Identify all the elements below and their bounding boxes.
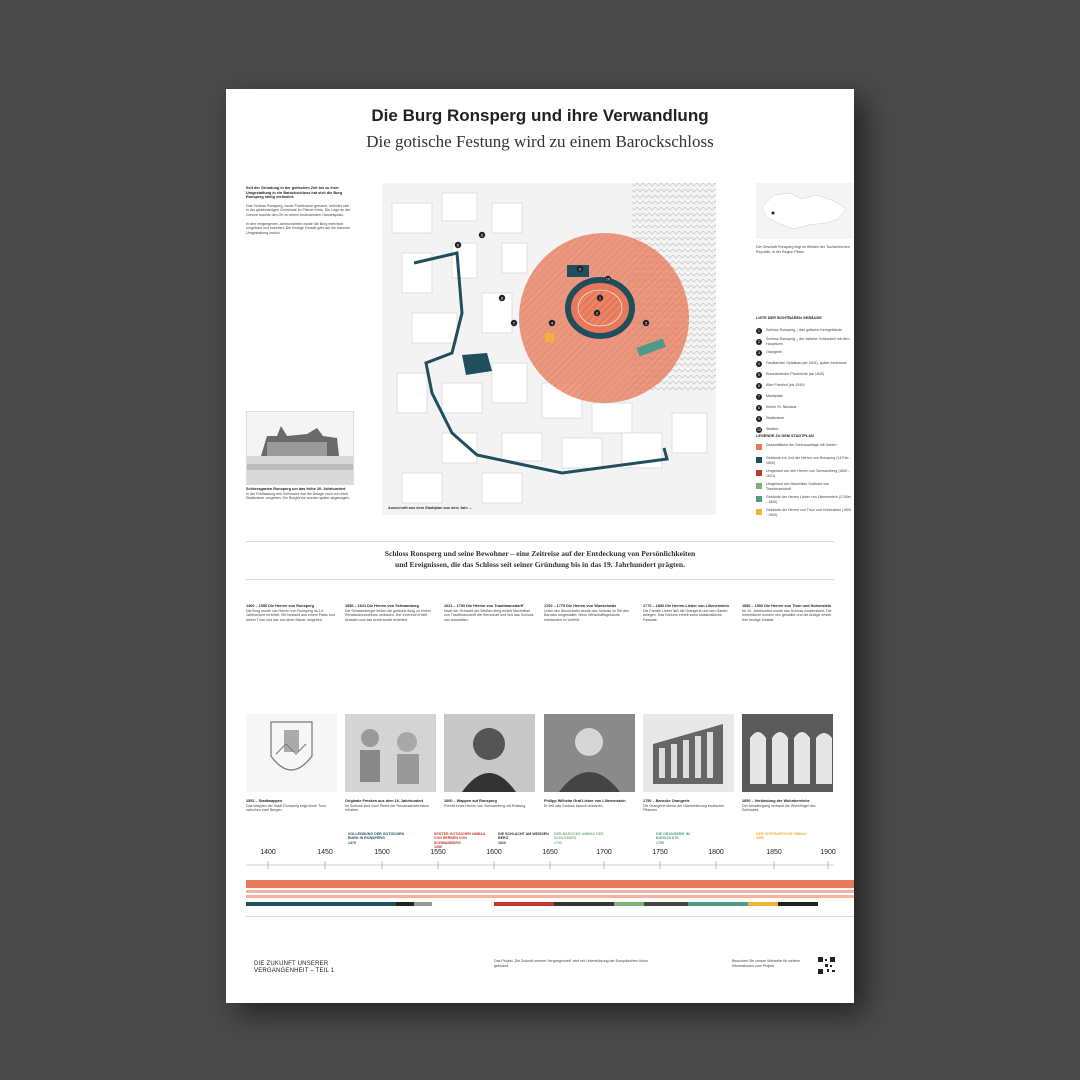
qr-code-icon[interactable] [818, 957, 835, 974]
legend-label: Stadttor [766, 427, 779, 432]
timeline-event-label: DIE ORANGERIE IM BAROCKSTIL [656, 832, 690, 841]
year-label: 1400 [260, 849, 276, 856]
photo-caption-text: Das Wappen der Stadt Ronsperg zeigt einen Turm zwischen zwei Bergen. [246, 803, 327, 813]
timeline-event-label: VOLLENDUNG DER GOTISCHEN BURG IN RONSPERG [348, 832, 405, 841]
series-line-2: VERGANGENHEIT – TEIL 1 [254, 968, 335, 975]
text-column [444, 604, 535, 622]
year-label: 1700 [596, 849, 612, 856]
legend-label: Klassizistische Pfarrkirche (ab 1840) [766, 372, 825, 377]
column-heading: 1556 – 1621 Die Herren von Schwamberg [345, 604, 419, 608]
legend-label: Fasilitanden Spitalbau (ab 1604), später Amtshaus [766, 361, 847, 366]
color-swatch [756, 470, 762, 476]
photo-caption-text: Im Schloss sind noch Reste der Renaissancefresken erhalten. [345, 803, 430, 813]
legend-label: Gebäude der Herren Lieber von Lilienenstein (1700er - 1800) [766, 495, 852, 504]
svg-text:7: 7 [512, 320, 516, 326]
legend-buildings [756, 325, 853, 435]
text-column [742, 604, 833, 622]
legend-item [756, 508, 853, 521]
legend-label: Umgebaut von den Herren von Schwamberg (1600 - 1621) [766, 469, 850, 478]
photo-caption-title: Philipp Wilhelm Graf Lieber von Lilienenstein [544, 799, 626, 803]
timeline-event-label: DIE SCHLACHT AM WEISSEN BERG [498, 832, 549, 841]
section-intro-line-1: Schloss Ronsperg und seine Bewohner – eine Zeitreise auf der Entdeckung von Persönlichkeiten [384, 549, 696, 558]
year-label: 1650 [542, 849, 558, 856]
color-swatch [756, 444, 762, 450]
photo-caption-text: Die Orangerie diente der Überwinterung exotischer Pflanzen. [643, 803, 725, 813]
svg-text:4: 4 [550, 320, 554, 326]
series-line-1: DIE ZUKUNFT UNSERER [254, 961, 329, 967]
timeline-event-year: 1620 [498, 840, 506, 845]
text-column [544, 604, 635, 622]
fresco-image [345, 714, 436, 792]
photo-caption-title: 1850 – Verbindung der Wohnbereiche [742, 799, 810, 803]
year-label: 1600 [486, 849, 502, 856]
number-marker-icon: 3 [756, 350, 762, 356]
orangerie-image [643, 714, 734, 792]
legend-label: Gesamtfläche der Schlossanlage mit Garten [766, 443, 837, 447]
text-column [246, 604, 337, 622]
svg-text:6: 6 [480, 232, 484, 238]
photo-caption-text: Porträt eines Herren von Schwamberg mit Rüstung. [444, 803, 527, 808]
portrait-image [444, 714, 535, 792]
photo-caption [544, 799, 635, 808]
section-intro [336, 548, 744, 570]
number-marker-icon: 6 [756, 383, 762, 389]
svg-text:3: 3 [644, 320, 648, 326]
legend-label: Schloss Ronsperg – der östliche Schlossteil mit dem Hauptturm [766, 336, 850, 346]
divider [246, 579, 834, 580]
timeline-event [554, 832, 610, 845]
legend-item [756, 413, 853, 424]
minimap-caption: Die Ortschaft Ronsperg liegt im Westen der Tschechischen Republik, in der Region Pilsen. [756, 245, 850, 254]
poster [226, 89, 854, 1003]
number-marker-icon: 5 [756, 372, 762, 378]
timeline-event-year: 1470 [348, 840, 356, 845]
svg-text:1: 1 [598, 295, 602, 301]
column-heading: 1621 – 1700 Die Herren von Trauttmansdorff [444, 604, 524, 608]
photo-caption [246, 799, 337, 813]
legend-item [756, 325, 853, 336]
intro-lead: Seit der Gründung in der gotischen Zeit bis zu ihrer Umgestaltung in ein Barockschloss hat sich die Burg Ronsperg stetig verändert. [246, 186, 343, 200]
legend-item [756, 347, 853, 358]
legend-label: Kirche St. Nikolaus [766, 405, 797, 410]
photo-caption-title: 1750 – Barocke Orangerie [643, 799, 690, 803]
photo-caption-text: Er ließ das Schloss barock umbauen. [544, 803, 604, 808]
year-label: 1450 [317, 849, 333, 856]
color-swatch [756, 457, 762, 463]
divider [246, 541, 834, 542]
photo-caption-title: 1600 – Wappen auf Ronsperg [444, 799, 497, 803]
svg-text:10: 10 [605, 276, 611, 282]
color-swatch [756, 483, 762, 489]
text-column [345, 604, 436, 622]
legend-plan [756, 443, 853, 521]
country-minimap [756, 183, 853, 239]
column-text: Die Familie Lieber ließ die Orangerie und den Garten anlegen. Das Schloss erhielt seine klassizistische Fassade. [643, 608, 728, 622]
town-map [382, 183, 716, 515]
column-heading: 1770 – 1850 Die Herren Lieber von Lilienenstein [643, 604, 729, 608]
contact-note: Besuchen Sie unsere Webseite für weitere Informationen zum Projekt. [732, 959, 800, 968]
legend-plan-heading: LEGENDE ZU DEM STADTPLAN [756, 434, 814, 438]
timeline-event [498, 832, 554, 845]
intro-text [246, 186, 352, 235]
number-marker-icon: 8 [756, 405, 762, 411]
timeline-event-year: 1556 [434, 845, 442, 850]
intro-body-2: In den vergangenen Jahrhunderten wurde die Burg mehrfach umgebaut und erweitert. Die heutige Gestalt geht auf die barocke Umgestaltung zurück. [246, 221, 350, 235]
number-marker-icon: 2 [756, 339, 762, 345]
legend-label: Marktplatz [766, 394, 783, 399]
coat-of-arms-image [246, 714, 337, 792]
poster-subtitle: Die gotische Festung wird zu einem Barockschloss [366, 132, 714, 151]
series-title [254, 961, 334, 976]
column-heading: 1700 – 1770 Die Herren von Wunschwitz [544, 604, 617, 608]
column-heading: 1850 – 1900 Die Herren von Thun und Hohenstein [742, 604, 832, 608]
timeline-event [756, 832, 812, 841]
column-text: Im 19. Jahrhundert wurde das Schloss modernisiert. Die Innenräume wurden neu gestaltet und die Anlage erhielt ihre heutige Gestalt. [742, 608, 832, 622]
number-marker-icon: 9 [756, 416, 762, 422]
legend-label: Alter Friedhof (bis 1919) [766, 383, 805, 388]
legend-item [756, 380, 853, 391]
legend-item [756, 369, 853, 380]
timeline-event-label: SPÄTER GOTISCHER UMBAU VON HERREN VON SCHWAMBERG [434, 832, 486, 845]
legend-label: Gebäude der Herren von Thun und Hohenstein (1800 - 1900) [766, 508, 852, 517]
photo-caption [742, 799, 833, 813]
legend-item [756, 443, 853, 456]
legend-item [756, 482, 853, 495]
svg-text:9: 9 [578, 266, 582, 272]
year-label: 1500 [374, 849, 390, 856]
year-label: 1550 [430, 849, 446, 856]
svg-text:8: 8 [500, 295, 504, 301]
project-note: Das Projekt „Die Zukunft unserer Vergangenheit“ wird mit Unterstützung der Europäischen Union gefördert. [494, 959, 649, 968]
legend-label: Schloss Ronsperg – das gotische Kerngebäude [766, 328, 842, 333]
timeline-event-label: DER BAROCKE UMBAU DES SCHLOSSES [554, 832, 604, 841]
legend-item [756, 402, 853, 413]
legend-item [756, 391, 853, 402]
legend-item [756, 495, 853, 508]
number-marker-icon: 4 [756, 361, 762, 367]
photo-caption [444, 799, 535, 808]
year-label: 1900 [820, 849, 836, 856]
timeline-event-label: DER SPÄTBAROCKE UMBAU [756, 832, 807, 836]
column-text: Nach der Schlacht am Weißen Berg erhielt Maximilian von Trauttmansdorff die Herrschaft und ließ das Schloss neu ausstatten. [444, 608, 534, 622]
year-label: 1750 [652, 849, 668, 856]
legend-label: Stadtmauer [766, 416, 785, 421]
timeline-event-year: 1850 [756, 836, 764, 841]
timeline-axis [246, 849, 834, 873]
number-marker-icon: 10 [757, 427, 761, 432]
column-text: Die Schwamberger ließen die gotische Burg zu einem Renaissanceschloss umbauen. Der Innenhof erhielt Arkaden und das Areal wurde erweitert. [345, 608, 431, 622]
svg-text:5: 5 [456, 242, 460, 248]
legend-label: Gebäude zur Zeit der Herren von Ronsperg (1470er - 1600) [766, 456, 851, 465]
timeline-event [656, 832, 712, 845]
legend-item [756, 336, 853, 347]
castle-photo-text: In der Erstfassung des Schlosses war die Anlage noch von einer Stadtmauer umgeben. Die Burgtürme wurden später abgetragen. [246, 491, 350, 501]
legend-label: Umgebaut von Maximilian Gotthard von Trauttmansdorff [766, 482, 830, 491]
column-text: Die Burg wurde von Herren von Ronsperg im 14. Jahrhundert errichtet. Sie bestand aus einem Palas und einem Turm und war von einer Mauer umgeben. [246, 608, 335, 622]
timeline-event [348, 832, 408, 845]
column-text: Unter den Wunschwitz wurde das Schloss im Stil des Barocks umgestaltet. Neue Wirtschaftsgebäude entstanden im Umfeld. [544, 608, 629, 622]
timeline-event [434, 832, 490, 850]
legend-item [756, 456, 853, 469]
column-heading: 1400 – 1556 Die Herren von Ronsperg [246, 604, 314, 608]
timeline-ticks [246, 859, 834, 873]
year-label: 1800 [708, 849, 724, 856]
color-swatch [756, 509, 762, 515]
text-column [643, 604, 734, 622]
photo-caption [345, 799, 436, 813]
castle-photo-title: Schlossgarten Ronsperg um das frühe 20. Jahrhundert [246, 487, 346, 491]
year-label: 1850 [766, 849, 782, 856]
legend-label: Orangerie [766, 350, 782, 355]
number-marker-icon: 1 [756, 328, 762, 334]
intro-body-1: Das Schloss Ronsperg, heute Poběžovice genannt, befindet sich in der gleichnamigen Gemeinde im Pilsner Kreis. Die Lage an der Grenze machte den Ort zu einem bedeutenden Handelsplatz. [246, 203, 351, 217]
map-caption: Ausschnitt aus dem Stadtplan aus dem Jahr ... [388, 506, 473, 510]
poster-title: Die Burg Ronsperg und ihre Verwandlung [371, 106, 709, 125]
timeline-bands [246, 880, 854, 940]
number-marker-icon: 7 [756, 394, 762, 400]
timeline-event-year: 1700 [554, 840, 562, 845]
castle-photo [246, 411, 354, 485]
castle-photo-caption [246, 487, 352, 501]
photo-caption [643, 799, 734, 813]
section-intro-line-2: und Ereignissen, die das Schloss seit seiner Gründung bis in das 19. Jahrhundert prägten. [394, 560, 686, 569]
photo-caption-title: 1552 – Stadtwappen [246, 799, 283, 803]
legend-item [756, 469, 853, 482]
legend-buildings-heading: LISTE DER SICHTBAREN GEBÄUDE [756, 316, 822, 320]
color-swatch [756, 496, 762, 502]
svg-text:2: 2 [595, 310, 599, 316]
arcade-image [742, 714, 833, 792]
legend-item [756, 358, 853, 369]
photo-caption-text: Der Arkadengang verband die Wohnflügel des Schlosses. [742, 803, 816, 813]
portrait-image [544, 714, 635, 792]
timeline-event-year: 1750 [656, 840, 664, 845]
photo-caption-title: Originale Fresken aus dem 16. Jahrhundert [345, 799, 424, 803]
